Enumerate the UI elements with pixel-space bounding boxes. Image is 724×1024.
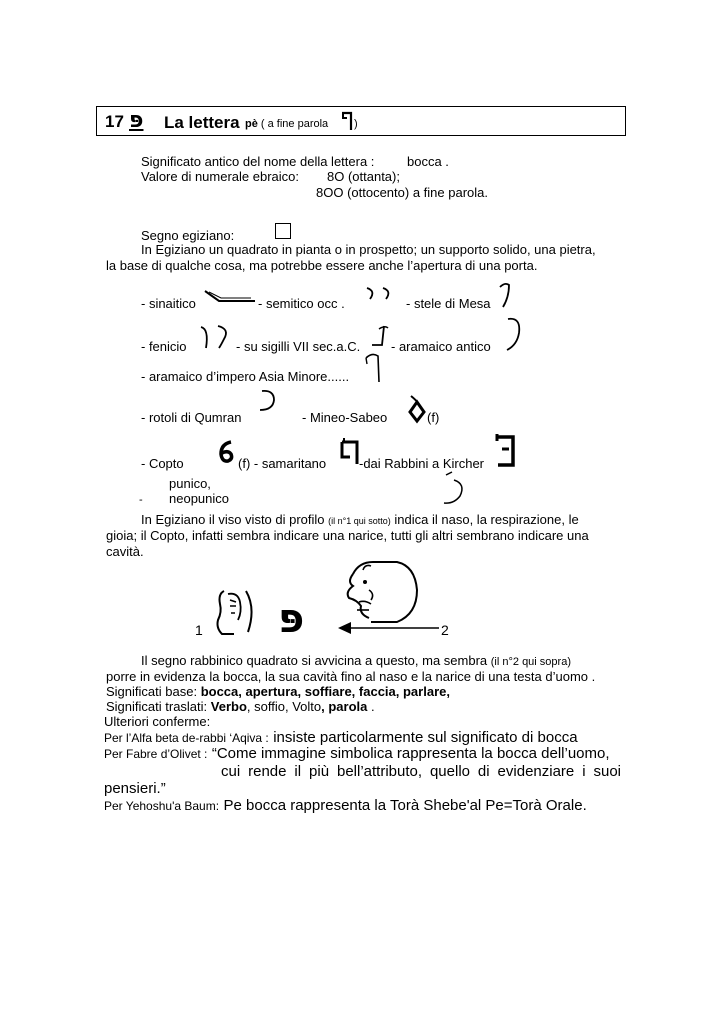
form-mineo-f: (f) — [427, 410, 440, 425]
form-semitico: - semitico occ . — [258, 296, 345, 311]
chapter-number: 17 — [105, 112, 124, 131]
profile-line2: gioia; il Copto, infatti sembra indicare una narice, tutti gli altri sembrano indicare una — [106, 528, 589, 543]
kircher-pe-icon — [494, 433, 518, 469]
form-aramaico: - aramaico antico — [391, 339, 491, 354]
rabbinic-line1: Il segno rabbinico quadrato si avvicina a questo, ma sembra (il n°2 qui sopra) — [141, 653, 571, 668]
seal-pe-icon — [370, 323, 392, 353]
punic-pe-icon — [440, 470, 468, 508]
egyptian-line1: In Egiziano un quadrato in pianta o in prospetto; un supporto solido, una pietra, — [141, 242, 596, 257]
qumran-pe-icon — [256, 388, 280, 414]
final-pe-icon — [340, 110, 354, 132]
chapter-subtitle: pè ( a fine parola — [245, 118, 329, 130]
figurative-meanings: Significati traslati: Verbo, soffio, Volto, parola . — [106, 699, 375, 714]
numeral-label: Valore di numerale ebraico: — [141, 169, 300, 184]
chapter-title: La lettera — [164, 113, 240, 132]
sinaitic-pe-icon — [203, 289, 257, 307]
rabbinic-head-icon — [335, 556, 445, 636]
coptic-pe-icon — [216, 438, 238, 466]
form-sinaitico: - sinaitico — [141, 296, 196, 311]
form-copto-f: (f) - samaritano — [238, 456, 327, 471]
form-neopunico: neopunico — [169, 491, 229, 506]
form-mineo: - Mineo-Sabeo — [302, 410, 388, 425]
profile-line3: cavità. — [106, 544, 144, 559]
figure-label-1: 1 — [195, 622, 203, 638]
fabre-quote-line3: pensieri.” — [104, 780, 166, 797]
semitic-pe-icon — [364, 285, 398, 303]
form-copto: - Copto — [141, 456, 184, 471]
phoenician-pe-icon — [198, 323, 234, 351]
mesa-pe-icon — [497, 281, 515, 309]
form-punico: punico, — [169, 476, 211, 491]
egyptian-label: Segno egiziano: — [141, 228, 235, 243]
aramaic-pe-icon — [503, 315, 525, 353]
imperial-aramaic-pe-icon — [362, 350, 384, 384]
form-aramaico-impero: - aramaico d’impero Asia Minore...... — [141, 369, 350, 384]
mineo-pe-icon — [406, 394, 428, 424]
chapter-header — [96, 106, 626, 136]
figure-label-2: 2 — [441, 622, 449, 638]
form-rabbini: -dai Rabbini a Kircher — [359, 456, 485, 471]
fabre-quote-line1: Per Fabre d’Olivet : “Come immagine simbolica rappresenta la bocca dell’uomo, — [104, 745, 610, 762]
egyptian-line2: la base di qualche cosa, ma potrebbe essere anche l’apertura di una porta. — [106, 258, 538, 273]
meaning-value: bocca . — [407, 154, 449, 169]
further-confirmations: Ulteriori conferme: — [104, 714, 211, 729]
profile-line1: In Egiziano il viso visto di profilo (il n°1 qui sotto) indica il naso, la respirazione, le — [141, 512, 579, 527]
numeral-final: 8OO (ottocento) a fine parola. — [316, 185, 488, 200]
form-mesa: - stele di Mesa — [406, 296, 491, 311]
numeral-value: 8O (ottanta); — [327, 169, 400, 184]
egyptian-face-icon — [210, 588, 258, 638]
rabbinic-line2: porre in evidenza la bocca, la sua cavità fino al naso e la narice di una testa d’uomo . — [106, 669, 596, 684]
form-qumran: - rotoli di Qumran — [141, 410, 242, 425]
hebrew-pe-icon: פּ — [129, 108, 144, 133]
form-sigilli: - su sigilli VII sec.a.C. — [236, 339, 361, 354]
subtitle-close: ) — [354, 118, 358, 130]
egyptian-square-icon — [275, 223, 291, 239]
fabre-quote-line2: cui rende il più bell’attributo, quello di evidenziare i suoi — [221, 763, 621, 780]
aqiva-quote: Per l’Alfa beta de-rabbi ‘Aqiva : insiste particolarmente sul significato di bocca — [104, 729, 578, 746]
form-dash: - — [139, 494, 143, 506]
baum-quote: Per Yehoshu'a Baum: Pe bocca rappresenta la Torà Shebe'al Pe=Torà Orale. — [104, 797, 587, 814]
meaning-label: Significato antico del nome della lettera : — [141, 154, 375, 169]
form-fenicio: - fenicio — [141, 339, 187, 354]
rabbinic-pe-icon: פּ — [278, 596, 305, 642]
base-meanings: Significati base: bocca, apertura, soffiare, faccia, parlare, — [106, 684, 450, 699]
